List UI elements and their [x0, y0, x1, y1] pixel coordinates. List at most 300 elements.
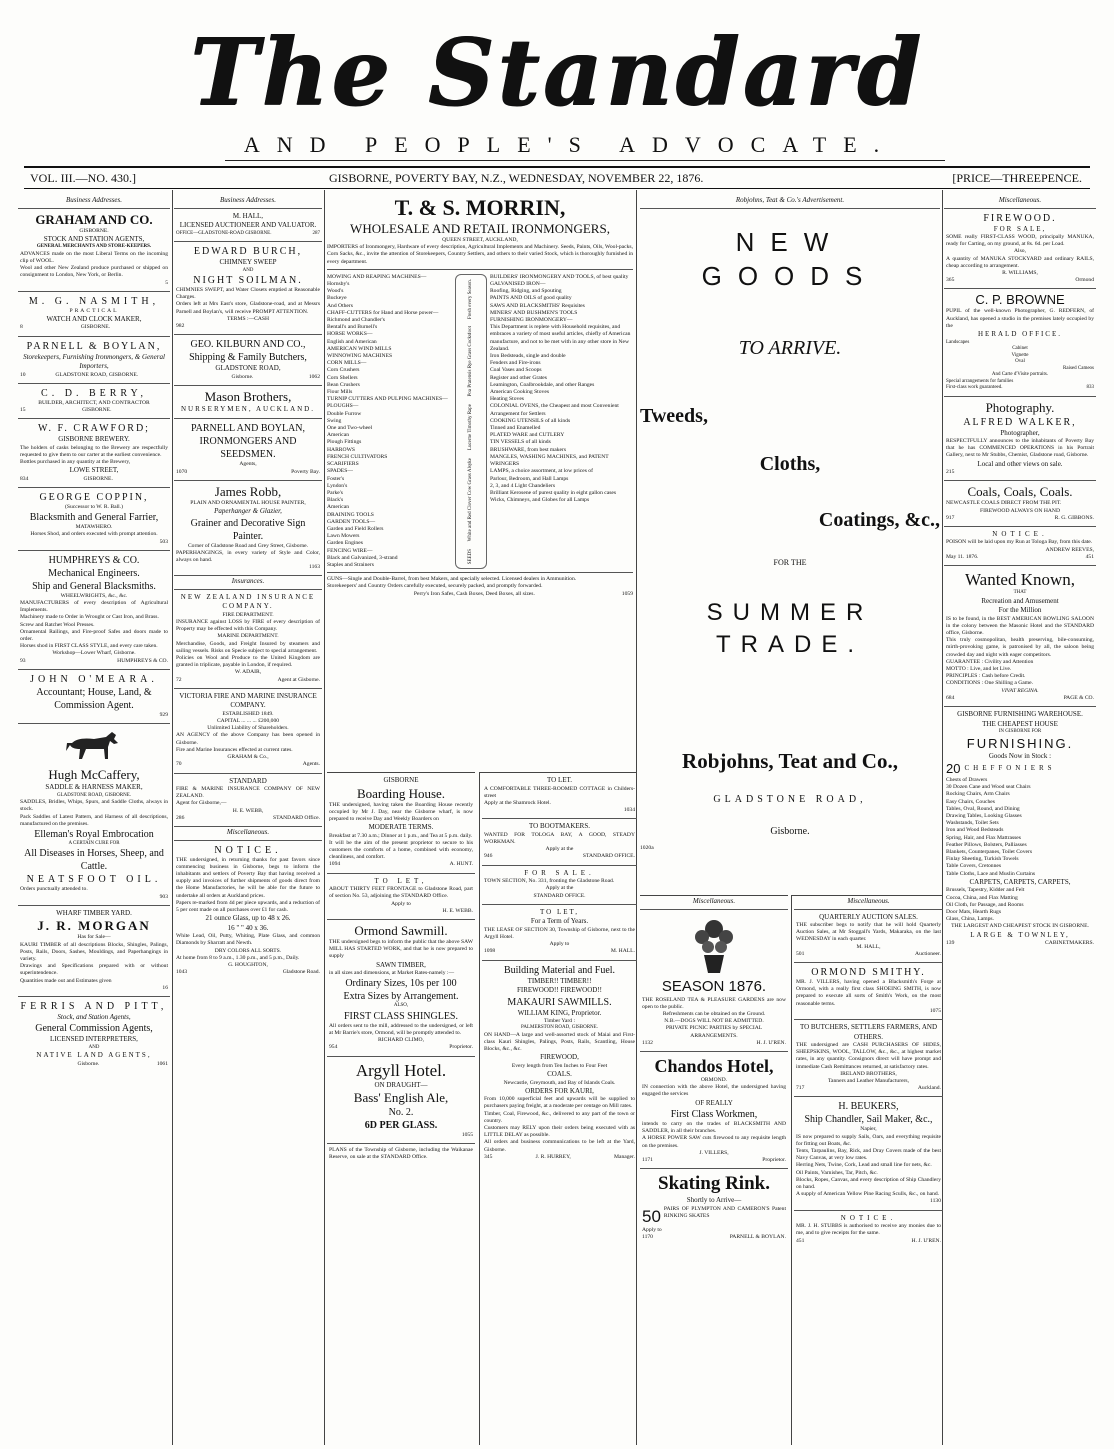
volume-number: VOL. III.—NO. 430.] [30, 171, 136, 185]
ad-line: Oval [1015, 359, 1025, 365]
ad-line: GUARANTEE : Civility and Attention [946, 658, 1034, 665]
ad-omeara [18, 670, 170, 724]
ad-burch [174, 242, 322, 335]
ad-line: ADVANCES made on the most Liberal Terms on the incoming clip of WOOL. [20, 250, 168, 264]
ad-title: H. BEUKERS, [838, 1101, 899, 1113]
ad-chandos-hotel [640, 1052, 788, 1169]
ad-line: Photographer, [1000, 428, 1040, 437]
ad-title: TO BUTCHERS, SETTLERS FARMERS, AND OTHERS. [799, 1023, 938, 1041]
ad-number: 954 [329, 1044, 338, 1051]
ad-line: Apply to [642, 1226, 662, 1233]
ad-line: PAPERHANGINGS, in every variety of Style and Color, always on hand. [176, 549, 320, 563]
ad-title: PARNELL AND BOYLAN, [191, 423, 305, 435]
ad-title: FERRIS AND PITT, [20, 1000, 168, 1012]
ad-line: THE undersigned, having taken the Boarding House recently occupied by Mr J. Day, near the Gisborne wharf, is now prepared to receive Day and Weekly Boarders on [329, 801, 473, 822]
ad-line: PRACTICAL [69, 307, 119, 314]
ad-line: All Diseases in Horses, Sheep, and Cattle. [24, 848, 164, 873]
ad-line: MOTTO : Live, and let Live. [946, 665, 1012, 672]
ad-line: Ornamental Railings, and Fire-proof Safes and doors made to order. [20, 628, 168, 643]
ad-title: GEO. KILBURN AND CO., [190, 339, 306, 351]
ad-line: Bottles purchased in any quantity at the Brewery, [20, 459, 131, 466]
product-lists [327, 274, 633, 569]
ad-title: Boarding House. [356, 785, 446, 801]
column-rule [172, 190, 173, 1445]
ad-line: Agents, [239, 461, 257, 468]
ad-line: Merchandise, Goods, and Freight Insured by steamers and sailing vessels. Risks on Specie subject to special arrangement. [176, 640, 320, 654]
ad-humphreys [18, 551, 170, 670]
ad-line: Recreation and Amusement [981, 596, 1059, 605]
ad-line: Ship Chandler, Sail Maker, &c., [804, 1114, 933, 1126]
ad-number: 834 [20, 475, 29, 482]
ad-signature: H. E. WEBB. [442, 907, 473, 914]
ad-line: 50 [642, 1206, 661, 1226]
ad-number: 1043 [176, 969, 188, 976]
ad-title: NEW ZEALAND INSURANCE COMPANY. [180, 592, 316, 611]
ad-title: M. HALL, [232, 211, 264, 220]
ad-line: This truly cosmopolitan, health preserving, bile-consuming, mirth-provoking game, is patronised by all, the saloon being crowded day and night with eager competitors. [946, 637, 1094, 658]
ad-parnell [18, 337, 170, 384]
ad-line: THAT [1013, 590, 1027, 596]
ad-line: Timber, Coal, Firewood, &c., delivered to any part of the town or country. [484, 1110, 635, 1124]
ad-number: 5 [165, 279, 168, 286]
section-header: Business Addresses. [174, 195, 322, 209]
ad-line: Orders punctually attended to. [20, 886, 88, 893]
ad-title: HUMPHREYS & CO. [48, 554, 140, 566]
ad-number: 365 [946, 277, 955, 284]
ad-title: C. P. BROWNE [975, 292, 1065, 308]
ad-line: ABOUT THIRTY FEET FRONTAGE to Gladstone Road, part of section No. 53, adjoining the STANDARD Office. [329, 886, 473, 900]
ad-signature: H. J. U'REN. [911, 1237, 941, 1244]
ad-number: 15 [20, 407, 26, 414]
product-list-left: MOWING AND REAPING MACHINES— Hornsby's Wood's Buckeye And Others CHAFF-CUTTERS for Hand and Horse power— Richmond and Chandler's Bentall's and Burnell's HORSE WORKS— English and American AMERICAN WIND MILLS WINNOWING MACHINES CORN MILLS— Corn Crushers Corn Shellers Bean Crushers Flour Mills TURNIP CUTTERS AND PULPING MACHINES— PLOUGHS— Double Furrow Swing One and Two-wheel American Plough Fittings HARROWS FRENCH CULTIVATORS SCARIFIERS SPADES— Foster's Lyndon's Parke's Black's American DRAINING TOOLS GARDEN TOOLS— Garden and Field Rollers Lawn Mowers Garden Engines FENCING WIRE— Black and Galvanized, 3-strand Staples and Strainers [327, 273, 448, 568]
ad-line: PLANS of the Township of Gisborne, including the Waikanae Reserve, on sale at the STANDARD Office. [329, 1147, 473, 1161]
ad-line: SADDLE & HARNESS MAKER, [45, 783, 143, 792]
ad-number: 72 [176, 676, 182, 683]
ad-line: GISBORNE. [82, 407, 112, 414]
ad-line: CARPETS, CARPETS, CARPETS, [969, 877, 1071, 886]
ad-line: It will be the aim of the present proprietor to secure to his customers the comforts of a home, combined with economy, cleanliness, and comfort. [329, 839, 473, 861]
ad-line: INSURANCE against LOSS by FIRE of every description of Property may be effected with this Company. [176, 619, 320, 633]
ad-line: Storekeepers' and Country Orders carefully executed, securely packed, and promptly forwarded. [327, 583, 543, 590]
ad-line: Robjohns, Teat and Co., [682, 748, 898, 773]
ad-line: KAURI TIMBER of all descriptions Blocks, Shingles, Palings, Posts, Rails, Doors, Sashes, Mouldings, and Paperhangings in variety. [20, 941, 168, 962]
ad-line: Agent at Gisborne. [277, 676, 320, 683]
ad-line: Ormond [1075, 277, 1094, 284]
ad-line: Quantities made out and Estimates given [20, 977, 112, 984]
ad-line: Herring Nets, Twine, Cork, Lead and small line for nets, &c. [796, 1162, 932, 1169]
column-5 [944, 195, 1096, 1445]
ad-number: 1034 [623, 807, 635, 814]
ad-title: GEORGE COPPIN, [39, 492, 149, 504]
ad-line: Poverty Bay. [291, 468, 320, 475]
ad-line: WILLIAM KING, Proprietor. [517, 1008, 602, 1017]
ad-line: IS to be found, in the BEST AMERICAN BOWLING SALOON in the colony between the Masonic Hotel and the STANDARD office, Gisborne. [946, 615, 1094, 636]
ad-line: A supply of American Yellow Pine Racing Sculls, &c., on hand. [796, 1191, 940, 1198]
ad-line: Oil Paints, Varnishes, Tar, Pitch, &c. [796, 1169, 878, 1176]
ad-bootmakers [482, 819, 637, 865]
seeds-label: White and Red Clover Cow Grass Alsyke [467, 458, 473, 542]
ad-line: TOWN SECTION, No. 331, fronting the Gladstone Road. [484, 878, 615, 885]
ad-number: 451 [1085, 553, 1094, 560]
ad-signature: M. HALL. [610, 948, 635, 955]
ad-line: Horses Shod, and orders executed with prompt attention. [30, 531, 158, 538]
ad-line: TERMS :—CASH [226, 315, 270, 322]
ad-line: Mechanical Engineers. [48, 567, 140, 579]
ad-victoria [174, 689, 322, 774]
ad-line: SUMMER TRADE. [706, 598, 874, 658]
ad-line: GLADSTONE ROAD, [713, 793, 867, 805]
ad-building-material [482, 961, 637, 1166]
ad-line: Gisborne. [77, 1060, 100, 1067]
ad-line: Unlimited Liability of Shareholders. [207, 725, 289, 732]
ad-line: Manager. [614, 1153, 635, 1160]
ad-signature: GRAHAM & Co., [227, 754, 269, 761]
ad-line: PALMERSTON ROAD, GISBORNE. [521, 1025, 598, 1031]
ad-mccaffery [18, 724, 170, 906]
ad-line: Local and other views on sale. [977, 459, 1063, 468]
ad-line: STANDARD OFFICE. [582, 853, 635, 860]
ad-to-let-lease [482, 905, 637, 961]
section-header: Miscellaneous. [640, 896, 788, 910]
ad-cp-browne [944, 289, 1096, 396]
ad-line: At home from 8 to 9 a.m., 1.30 p.m., and 5 p.m., Daily. [176, 954, 300, 961]
ad-title: VICTORIA FIRE AND MARINE INSURANCE COMPANY. [179, 691, 317, 710]
masthead [0, 0, 1114, 168]
ad-line: STANDARD Office. [273, 814, 320, 821]
section-header: Miscellaneous. [794, 896, 943, 910]
ad-title: Building Material and Fuel. [503, 964, 616, 976]
ad-hall [174, 209, 322, 243]
ad-title: STANDARD [229, 776, 267, 785]
ad-line: First Class Workmen, [670, 1109, 758, 1121]
ad-line: MAKAURI SAWMILLS. [507, 996, 612, 1008]
ad-line: NEATSFOOT OIL. [26, 874, 162, 886]
ad-title: TO LET, [374, 876, 428, 885]
ad-title: NOTICE. [840, 1213, 897, 1222]
ad-number: 717 [796, 1085, 805, 1092]
ad-line: Storekeepers, Furnishing Ironmongers, & General Importers, [23, 352, 165, 371]
ad-line: PLAIN AND ORNAMENTAL HOUSE PAINTER, [190, 499, 306, 506]
ad-line: Pack Saddles of Latest Pattern, and Harness of all descriptions, manufactured on the premises. [20, 813, 168, 827]
ad-signature: J. VILLERS, [699, 1149, 729, 1156]
ad-line: HERALD OFFICE. [977, 330, 1062, 339]
ad-line: WATCH AND CLOCK MAKER, [46, 314, 142, 323]
ad-firewood [944, 209, 1096, 290]
ad-line: CHEFFONIERS [964, 764, 1056, 773]
ad-line: AND [88, 1044, 100, 1050]
ad-line: A HORSE POWER SAW cuts firewood to any requisite length on the premises. [642, 1135, 786, 1149]
ad-signature: H. E. WEBB, [232, 807, 264, 814]
ad-line: COALS. [547, 1070, 572, 1079]
ad-title: TO LET. [546, 776, 572, 784]
ad-line: SAWN TIMBER, [376, 960, 426, 969]
ad-number: 16 [162, 984, 168, 991]
ad-coals [944, 481, 1096, 527]
ad-line: PRIVATE PICNIC PARTIES by SPECIAL ARRANGEMENTS. [665, 1025, 763, 1039]
ad-line: CHIMNIES SWEPT, and Water Closets emptied at Reasonable Charges. [176, 287, 320, 301]
ad-line: VIVAT REGINA. [1001, 687, 1039, 694]
ad-line: Proprietor. [762, 1157, 786, 1164]
ad-ormond-smithy [794, 963, 943, 1020]
ad-number: 1130 [930, 1198, 941, 1205]
ad-line: GENERAL MERCHANTS AND STORE-KEEPERS. [36, 244, 152, 250]
ad-number: 1132 [642, 1039, 653, 1046]
ad-line: STOCK AND STATION AGENTS, [43, 234, 145, 243]
ad-robb [174, 481, 322, 577]
ad-line: Proprietor. [449, 1044, 473, 1051]
ad-number: 929 [159, 711, 168, 718]
ad-line: Apply at the Shamrock Hotel. [484, 799, 551, 806]
ad-title: EDWARD BURCH, [193, 246, 303, 257]
ad-number: 1061 [156, 1060, 168, 1067]
ad-number: 8 [20, 324, 23, 331]
ad-line: MATAWHERO. [75, 524, 113, 531]
ad-line: CONDITIONS : One Shilling a Game. [946, 680, 1034, 687]
ad-line: FIREWOOD!! FIREWOOD!! [517, 986, 602, 995]
section-header: Robjohns, Teat & Co.'s Advertisement. [640, 195, 940, 209]
ad-line: May 11. 1876. [946, 553, 979, 560]
ad-title: C. D. BERRY, [41, 387, 147, 399]
column-rule [324, 190, 325, 1445]
ad-line: Vignette [1011, 352, 1029, 358]
ad-line: Policies on Wool and Produce to the United Kingdom are granted in triplicate, payable in London, if required. [176, 655, 320, 669]
ad-title: T. & S. MORRIN, [394, 195, 566, 220]
ad-line: Orders left at Mrs East's store, Gladstone-road, and at Messrs Parnell and Boylan's, will receive PROMPT ATTENTION. [176, 301, 320, 315]
ad-boarding-house [327, 773, 475, 874]
ad-title: Ormond Sawmill. [354, 922, 448, 938]
ad-line: OF REALLY [695, 1098, 733, 1107]
ad-skating-rink [640, 1169, 788, 1245]
ad-line: Breakfast at 7.30 a.m.; Dinner at 1 p.m., and Tea at 5 p.m. daily. [329, 832, 473, 839]
ad-line: A CERTAIN CURE FOR [68, 840, 120, 846]
ad-line: (Successor to W. R. Ball.) [65, 504, 123, 511]
ad-line: QUEEN STREET, AUCKLAND, [442, 237, 518, 243]
ad-line: ALFRED WALKER, [963, 416, 1077, 428]
ad-number: 10 [20, 371, 26, 378]
ad-berry [18, 384, 170, 419]
ad-number: 1171 [642, 1157, 653, 1164]
ad-title: QUARTERLY AUCTION SALES. [819, 912, 918, 921]
ad-line: Auckland. [917, 1085, 941, 1092]
ad-line: LICENSED AUCTIONEER AND VALUATOR. [179, 221, 317, 229]
ad-line: For the Million [998, 606, 1042, 615]
ad-line: The holders of casks belonging to the Brewery are respectfully requested to give them to our carter at the earliest convenience. [20, 444, 168, 458]
ad-number: 982 [176, 323, 185, 330]
ad-line: Cabinet [1012, 346, 1028, 352]
ad-signature: R. G. GIBBONS. [1054, 514, 1094, 521]
ad-title: JOHN O'MEARA. [30, 673, 158, 685]
ad-line: NEWCASTLE COALS DIRECT FROM THE PIT. [946, 500, 1062, 507]
ad-stubbs-notice [794, 1211, 943, 1249]
ad-line: CHIMNEY SWEEP [219, 258, 277, 266]
column-3a [327, 772, 475, 1445]
ad-line: Tweeds, [640, 404, 708, 427]
ad-line: Apply at the [545, 885, 574, 892]
newspaper-title: The Standard [189, 18, 925, 126]
ad-line: ON DRAUGHT— [374, 1080, 428, 1089]
ad-title: Argyll Hotel. [355, 1060, 447, 1080]
ad-coppin [18, 488, 170, 551]
ad-roseland [640, 910, 788, 1052]
ad-line: THE subscriber begs to notify that he will hold Quarterly Auction Sales, at Mr Stoggall's Yards, Makaraka, on the last WEDNESDAY in each quarter. [796, 922, 941, 943]
ad-line: Apply at the [545, 846, 574, 853]
ad-line: N.B.—DOGS WILL NOT BE ADMITTED. [664, 1018, 764, 1025]
ad-line: FIREWOOD, [540, 1053, 579, 1062]
ad-signature: RICHARD CLIMO, [378, 1037, 424, 1044]
ad-title: James Robb, [214, 483, 282, 499]
ad-line: POISON will be laid upon my Run at Tologa Bay, from this date. [946, 539, 1093, 546]
column-3b [479, 772, 637, 1445]
ad-line: NIGHT SOILMAN. [193, 275, 303, 286]
ad-line: THE undersigned, in returning thanks for past favors since commencing business in Gisborne, begs to inform the inhabitants and settlers of Poverty Bay that having received a supply and invoices of further shipments of goods direct from the Home Manufactories, he will be able for the future to undertake all orders at Auckland prices. [176, 856, 320, 899]
ad-line: TO ARRIVE. [738, 336, 842, 359]
ad-for-sale-section [482, 866, 637, 905]
ad-number: 684 [946, 694, 955, 701]
ad-furnishing-warehouse [944, 707, 1096, 951]
section-header: Miscellaneous. [944, 195, 1096, 209]
ad-line: Stock, and Station Agents, [57, 1012, 131, 1021]
ad-title: J. R. MORGAN [37, 918, 151, 934]
ad-line: GISBORNE. [80, 324, 111, 331]
ad-line: Landscapes [946, 339, 970, 345]
section-header: Insurances. [174, 576, 322, 590]
ad-line: IRONMONGERS AND SEEDSMEN. [199, 436, 297, 461]
ad-crawford [18, 419, 170, 488]
ad-mason [174, 386, 322, 420]
dateline-bar [24, 166, 1090, 189]
ad-title: TO LET, [539, 907, 579, 916]
ad-line: Grainer and Decorative Sign Painter. [190, 517, 306, 542]
ad-number: 345 [484, 1153, 493, 1160]
ad-line: Elleman's Royal Embrocation [34, 828, 154, 840]
horse-illustration [64, 729, 124, 765]
ad-title: GISBORNE FURNISHING WAREHOUSE. [957, 710, 1083, 718]
ad-line: General Commission Agents, [35, 1023, 153, 1035]
morrin-ad [327, 195, 633, 767]
ad-line: Extra Sizes by Arrangement. [343, 991, 459, 1003]
ad-line: MANUFACTURERS of every description of Agricultural Implements. [20, 600, 168, 614]
ad-butchers [794, 1020, 943, 1097]
ad-line: Agents. [302, 761, 320, 768]
ad-line: Papers re-marked from 4d per piece upwards, and a reduction of 5 per cent made on all purchases over £1 for cash. [176, 899, 320, 913]
ad-standard-insurance [174, 774, 322, 828]
ad-line: AN AGENCY of the above Company has been opened in Gisborne. [176, 732, 320, 746]
issue-date: GISBORNE, POVERTY BAY, N.Z., WEDNESDAY, NOVEMBER 22, 1876. [329, 171, 704, 185]
ad-line: MR. J. VILLERS, having opened a Blacksmith's Forge at Ormond, with a really first class SHOEING SMITH, is now prepared to execute all sorts of Smith's Work, on the most reasonable terms. [796, 979, 941, 1007]
ad-line: THE LARGEST AND CHEAPEST STOCK IN GISBORNE. [951, 923, 1089, 930]
ad-line: Fire and Marine Insurances effected at current rates. [176, 746, 293, 753]
ad-number: 1098 [484, 948, 496, 955]
ad-number: 1062 [308, 373, 320, 380]
ad-line: PUPIL of the well-known Photographer, G. REDFERN, of Auckland, has opened a studio in the premises lately occupied by the [946, 308, 1094, 329]
ad-line: AND [242, 267, 254, 273]
ad-line: NATIVE LAND AGENTS, [36, 1051, 152, 1060]
seeds-label: SEEDS [467, 548, 473, 565]
ad-line: Gladstone Road. [282, 969, 320, 976]
ad-number: 1070 [176, 468, 188, 475]
ad-parnell-boylan [174, 419, 322, 480]
ad-line: A quantity of MANUKA STOCKYARD and ordinary RAILS, cheap according to arrangement. [946, 255, 1094, 269]
ad-signature: R. WILLIAMS, [1002, 270, 1038, 277]
ad-line: Customers may RELY upon their orders being executed with as LITTLE DELAY as possible. [484, 1125, 635, 1139]
ad-line: SADDLES, Bridles, Whips, Spurs, and Saddle Cloths, always in stock. [20, 799, 168, 813]
ad-argyll-hotel [327, 1057, 475, 1145]
ad-number: 93 [20, 657, 26, 664]
ad-houghton-notice [174, 841, 322, 981]
ad-line: Perry's Iron Safes, Cash Boxes, Deed Boxes, all sizes. [413, 590, 535, 597]
ad-signature: G. HOUGHTON, [228, 961, 268, 968]
ad-line: IN GISBORNE FOR [998, 729, 1042, 734]
ad-line: Wool and other New Zealand produce purchased or shipped on consignment to London, New York, or Berlin. [20, 265, 168, 279]
ad-title: PARNELL & BOYLAN, [26, 340, 162, 352]
ad-ormond-sawmill [327, 920, 475, 1057]
ad-signature: PAGE & CO. [1063, 694, 1094, 701]
ad-line: 21 ounce Glass, up to 48 x 26. [205, 914, 291, 923]
ad-title: FIREWOOD. [983, 212, 1057, 224]
ad-line: IMPORTERS of Ironmongery, Hardware of every description, Agricultural Implements and Machinery. Seeds, Paints, Oils, Wool-packs, Corn Sacks, &c., invite the attention of Storekeepers, Country Settlers, and others to their varied Stock, which is thoroughly furnished in every department. [327, 244, 633, 270]
ad-title: ORMOND SMITHY. [811, 967, 926, 979]
ad-title: Skating Rink. [658, 1173, 770, 1195]
ad-line: Tanners and Leather Manufacturers, [828, 1078, 909, 1085]
ad-line: First-class work guaranteed. [946, 385, 1003, 391]
ad-signature: W. ADAIR, [234, 669, 262, 676]
ad-signature: IRELAND BROTHERS, [840, 1070, 897, 1077]
ad-signature: J. R. HURREY, [535, 1153, 571, 1160]
ad-line: GISBORNE BREWERY. [58, 435, 130, 444]
ad-signature: LARGE & TOWNLEY, [970, 930, 1070, 939]
ad-line: Shortly to Arrive— [686, 1196, 742, 1205]
ad-line: Accountant; House, Land, & Commission Agent. [36, 686, 152, 711]
ad-line: Ordinary Sizes, 10s per 100 [345, 978, 457, 990]
ad-line: All orders sent to the mill, addressed to the undersigned, or left at Mr Barrie's store, Ormond, will be promptly attended to. [329, 1022, 473, 1036]
ad-line: All orders and business communications to be left at the Yard, Gisborne. [484, 1139, 635, 1153]
ad-line: DRY COLORS ALL SORTS. [214, 947, 282, 954]
ad-line: NURSERYMEN, AUCKLAND. [181, 404, 315, 413]
ad-line: THE undersigned begs to inform the public that the above SAW MILL HAS STARTED WORK, and that he is now prepared to supply [329, 938, 473, 960]
ad-title: GRAHAM AND CO. [35, 211, 153, 227]
ad-line: FIREWOOD ALWAYS ON HAND [979, 507, 1061, 514]
ad-number: 286 [176, 814, 185, 821]
ad-number: 946 [484, 853, 493, 860]
ad-line: MODERATE TERMS. [368, 823, 434, 832]
ad-number: 451 [796, 1237, 805, 1244]
ad-morgan [18, 906, 170, 997]
ad-line: Timber Yard : [543, 1018, 576, 1025]
flower-vase-illustration [686, 915, 742, 975]
ad-title: TO BOOTMAKERS. [529, 822, 590, 831]
ad-title: NEW GOODS [701, 226, 879, 291]
ad-number: 1059 [621, 590, 633, 597]
ad-line: GUNS—Single and Double-Barrel, from best Makers, and specially selected. Licensed dealers in Ammunition. [327, 572, 633, 583]
ad-line: FURNISHING. [966, 735, 1074, 751]
ad-line: Has for Sale— [77, 934, 111, 941]
column-1 [18, 195, 170, 1445]
ad-line: intends to carry on the trades of BLACKSMITH AND SADDLER, in all their branches. [642, 1121, 786, 1135]
ad-line: THE LEASE OF SECTION 30, Township of Gisborne, next to the Argyll Hotel. [484, 926, 635, 940]
column-4b [791, 895, 943, 1445]
ad-ferris [18, 997, 170, 1072]
ad-line: Machinery made to Order in Wrought or Cast Iron, and Brass. [20, 614, 159, 621]
ad-line: THE ROSELAND TEA & PLEASURE GARDENS are now open to the public. [642, 996, 786, 1010]
ad-line: Shipping & Family Butchers, [189, 352, 307, 364]
ad-line: Coatings, &c., [818, 508, 940, 531]
ad-line: For a Term of Years. [530, 917, 589, 926]
ad-nz-insurance [174, 590, 322, 689]
ad-line: White Lead, Oil, Putty, Whiting, Plate Glass, and common Diamonds by Sharratt and Newth. [176, 933, 320, 947]
ad-line: Goods Now in Stock : [988, 751, 1052, 760]
ad-line: Blacksmith and General Farrier, [29, 512, 159, 524]
ad-line: Napier, [860, 1126, 877, 1133]
